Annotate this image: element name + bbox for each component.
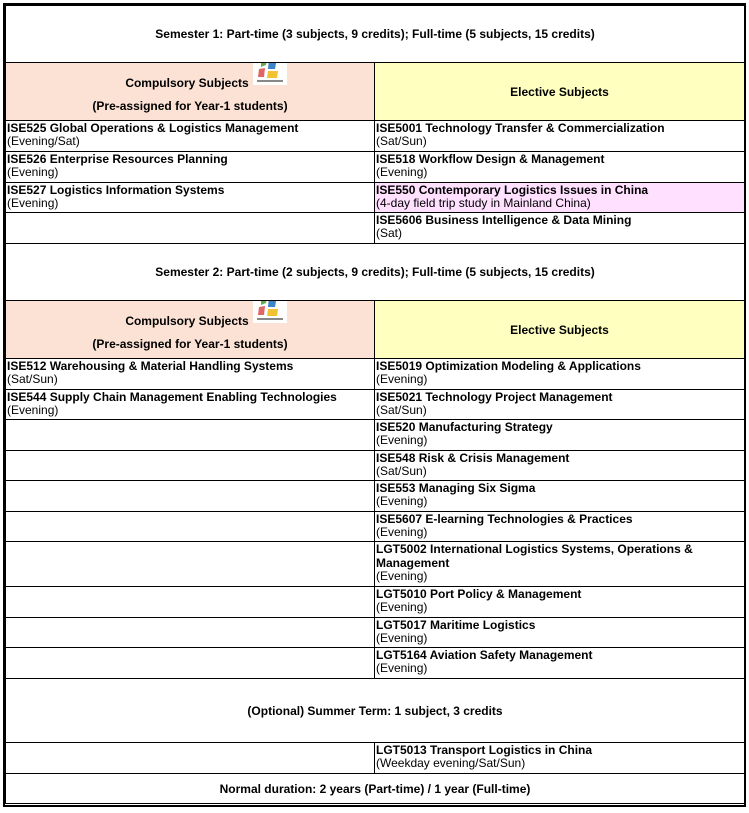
subject-schedule: (Sat/Sun): [7, 372, 58, 386]
table-row: [6, 542, 375, 587]
table-row: [6, 359, 375, 390]
table-row: [6, 618, 375, 648]
compulsory-note: (Pre-assigned for Year-1 students): [92, 98, 288, 113]
table-row: [375, 481, 745, 512]
table-row: [6, 451, 375, 481]
table-row: [375, 542, 745, 587]
subject-code: ISE548 Risk & Crisis Management: [376, 451, 570, 465]
subject-schedule: (Sat/Sun): [376, 464, 427, 478]
subject-code: ISE5607 E-learning Technologies & Practices: [376, 512, 633, 526]
subject-code: ISE526 Enterprise Resources Planning: [7, 152, 228, 166]
table-row: [6, 213, 375, 244]
subject-code: ISE550 Contemporary Logistics Issues in China: [376, 183, 649, 197]
subject-code: LGT5164 Aviation Safety Management: [376, 648, 593, 662]
subject-code: ISE5021 Technology Project Management: [376, 390, 613, 404]
table-row: [375, 213, 745, 244]
table-row: [6, 587, 375, 618]
table-row: [375, 618, 745, 648]
subject-schedule: (Evening): [7, 165, 59, 179]
subject-code: ISE5019 Optimization Modeling & Applications: [376, 359, 641, 373]
table-row: [375, 152, 745, 183]
table-row: [6, 152, 375, 183]
compulsory-label: Compulsory Subjects: [125, 313, 249, 328]
subject-schedule: (Evening): [376, 525, 428, 539]
subject-schedule: (Evening): [376, 494, 428, 508]
table-row: [6, 183, 375, 213]
table-row: [375, 183, 745, 213]
table-row: [6, 648, 375, 679]
subject-code: LGT5010 Port Policy & Management: [376, 587, 582, 601]
compulsory-note: (Pre-assigned for Year-1 students): [92, 336, 288, 351]
subject-schedule: (Sat): [376, 226, 403, 240]
cef-logo-icon: [253, 63, 287, 85]
table-row: [375, 743, 745, 774]
elective-header: Elective Subjects: [375, 301, 745, 359]
subject-schedule: (4-day field trip study in Mainland China): [376, 196, 591, 210]
table-row: [6, 481, 375, 512]
subject-code: ISE553 Managing Six Sigma: [376, 481, 536, 495]
cef-logo-icon: [253, 301, 287, 323]
subject-schedule: (Evening): [376, 372, 428, 386]
table-row: [375, 390, 745, 420]
subject-schedule: (Evening): [376, 600, 428, 614]
subject-code: ISE544 Supply Chain Management Enabling Technologies: [7, 390, 337, 404]
table-row: [375, 451, 745, 481]
subject-code: ISE520 Manufacturing Strategy: [376, 420, 553, 434]
subject-schedule: (Evening): [376, 569, 428, 583]
subject-schedule: (Evening/Sat): [7, 134, 80, 148]
summer-term-title: (Optional) Summer Term: 1 subject, 3 credits: [6, 679, 745, 743]
subject-code: LGT5017 Maritime Logistics: [376, 618, 536, 632]
subject-schedule: (Sat/Sun): [376, 134, 427, 148]
subject-schedule: (Evening): [376, 661, 428, 675]
subject-code: ISE527 Logistics Information Systems: [7, 183, 225, 197]
table-row: [6, 121, 375, 152]
normal-duration: Normal duration: 2 years (Part-time) / 1 year (Full-time): [6, 774, 745, 804]
subject-code: ISE5001 Technology Transfer & Commercialization: [376, 121, 665, 135]
subject-schedule: (Evening): [7, 196, 59, 210]
subject-schedule: (Evening): [7, 403, 59, 417]
compulsory-header: [6, 301, 375, 359]
subject-code: ISE5606 Business Intelligence & Data Mining: [376, 213, 632, 227]
subject-code: LGT5013 Transport Logistics in China: [376, 743, 593, 757]
table-row: [6, 512, 375, 542]
table-row: [375, 420, 745, 451]
study-plan: [3, 3, 746, 807]
table-row: [6, 390, 375, 420]
subject-schedule: (Evening): [376, 433, 428, 447]
semester-1-title: Semester 1: Part-time (3 subjects, 9 credits); Full-time (5 subjects, 15 credits): [6, 6, 745, 63]
compulsory-header: [6, 63, 375, 121]
subject-code: ISE525 Global Operations & Logistics Management: [7, 121, 299, 135]
table-row: [6, 743, 375, 774]
compulsory-label: Compulsory Subjects: [125, 75, 249, 90]
subject-code: ISE518 Workflow Design & Management: [376, 152, 605, 166]
subject-code: LGT5002 International Logistics Systems, Operations & Management: [376, 542, 693, 570]
table-row: [375, 587, 745, 618]
table-row: [375, 512, 745, 542]
subject-schedule: (Evening): [376, 165, 428, 179]
subject-schedule: (Weekday evening/Sat/Sun): [376, 756, 526, 770]
table-row: [375, 359, 745, 390]
table-row: [6, 420, 375, 451]
semester-2-title: Semester 2: Part-time (2 subjects, 9 credits); Full-time (5 subjects, 15 credits): [6, 244, 745, 301]
table-row: [375, 121, 745, 152]
table-row: [375, 648, 745, 679]
subject-schedule: (Sat/Sun): [376, 403, 427, 417]
subject-code: ISE512 Warehousing & Material Handling Systems: [7, 359, 294, 373]
subject-schedule: (Evening): [376, 631, 428, 645]
study-plan-table: [5, 5, 745, 804]
elective-header: Elective Subjects: [375, 63, 745, 121]
